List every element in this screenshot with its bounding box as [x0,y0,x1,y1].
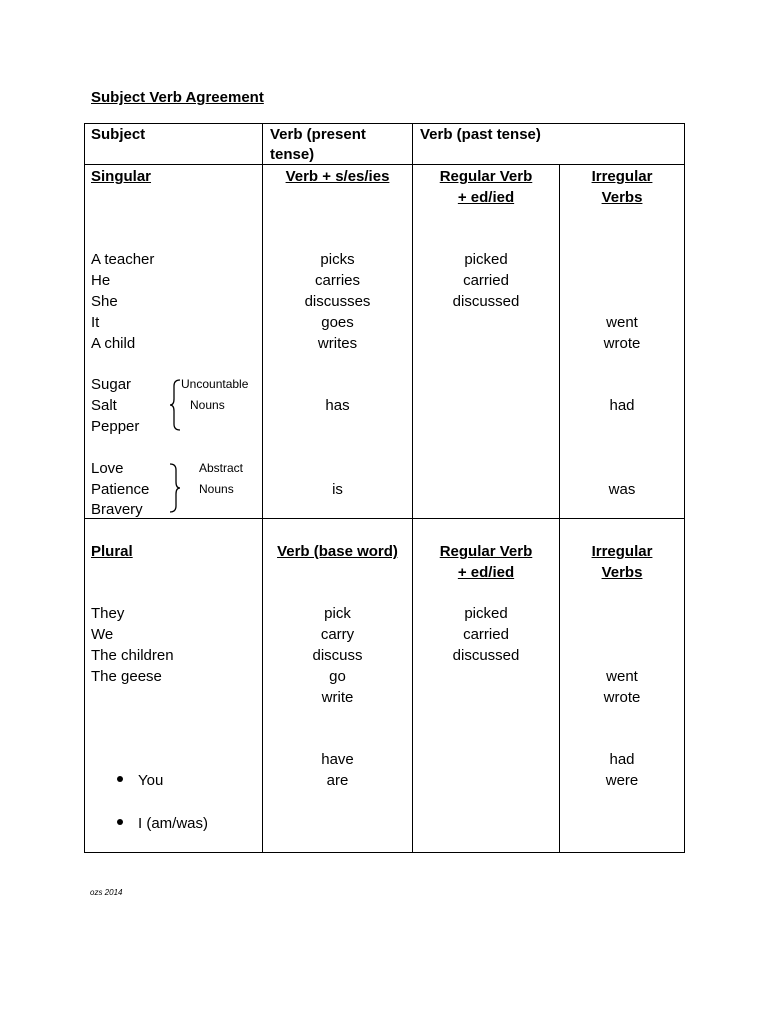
singular-regular-verb: discussed [452,293,520,310]
plural-regular-verb: carried [463,626,509,643]
plural-present-verb: have [321,751,354,768]
singular-present-verb: carries [314,272,360,289]
abstract-irregular-verb: was [608,481,636,498]
plural-regular-verb: picked [464,605,508,622]
uncountable-irregular-verb: had [609,397,635,414]
singular-regular-head-2: + ed/ied [457,189,515,206]
singular-irregular-verb: wrote [603,335,641,352]
singular-subject: She [91,293,118,310]
table-border-header [84,164,685,165]
plural-irregular-verb: wrote [603,689,641,706]
abstract-present-verb: is [332,481,343,498]
uncountable-note-2: Nouns [190,398,225,412]
plural-label: Plural [91,543,133,560]
uncountable-noun: Sugar [91,376,132,393]
header-present-line1: Verb (present [270,126,366,143]
singular-irregular-head-1: Irregular [591,168,653,185]
plural-irregular-head-1: Irregular [591,543,653,560]
header-past: Verb (past tense) [420,126,541,143]
table-divider-2 [412,123,413,853]
header-subject: Subject [91,126,146,143]
curly-brace-icon [170,463,184,513]
table-border-middle [84,518,685,519]
document-title: Subject Verb Agreement [91,89,264,106]
plural-subject: We [91,626,114,643]
singular-label: Singular [91,168,152,185]
plural-present-head: Verb (base word) [277,543,398,560]
singular-present-verb: writes [317,335,358,352]
abstract-note-2: Nouns [199,482,234,496]
abstract-note-1: Abstract [199,461,244,475]
singular-regular-head-1: Regular Verb [439,168,533,185]
plural-regular-verb: discussed [452,647,520,664]
singular-present-verb: discusses [304,293,371,310]
header-present-line2: tense) [270,146,315,163]
plural-regular-head-2: + ed/ied [457,564,515,581]
singular-irregular-head-2: Verbs [601,189,643,206]
plural-present-verb: discuss [312,647,363,664]
bullet-icon [117,776,123,782]
plural-subject: They [91,605,125,622]
uncountable-noun: Pepper [91,418,140,435]
uncountable-present-verb: has [325,397,350,414]
table-border-top [84,123,685,124]
abstract-noun: Bravery [91,501,143,518]
plural-subject: The geese [91,668,162,685]
plural-irregular-head-2: Verbs [601,564,643,581]
plural-present-verb: write [321,689,354,706]
bullet-icon [117,819,123,825]
plural-regular-head-1: Regular Verb [439,543,533,560]
singular-present-verb: picks [320,251,355,268]
abstract-noun: Love [91,460,124,477]
singular-present-head: Verb + s/es/ies [285,168,390,185]
uncountable-noun: Salt [91,397,117,414]
table-border-left [84,123,85,853]
plural-present-verb: pick [324,605,351,622]
singular-subject: A child [91,335,136,352]
plural-present-verb: carry [320,626,355,643]
plural-subject: The children [91,647,174,664]
singular-present-verb: goes [321,314,354,331]
bullet-item: I (am/was) [138,815,209,832]
table-border-bottom [84,852,685,853]
singular-subject: A teacher [91,251,155,268]
plural-irregular-verb: were [605,772,639,789]
plural-irregular-verb: went [606,668,638,685]
abstract-noun: Patience [91,481,150,498]
singular-subject: He [91,272,111,289]
footer-note: ozs 2014 [90,888,123,897]
plural-present-verb: go [329,668,346,685]
plural-irregular-verb: had [609,751,635,768]
singular-regular-verb: picked [464,251,508,268]
singular-regular-verb: carried [463,272,509,289]
singular-subject: It [91,314,100,331]
table-border-right [684,123,685,853]
singular-irregular-verb: went [606,314,638,331]
bullet-item: You [138,772,164,789]
uncountable-note-1: Uncountable [181,377,249,391]
plural-present-verb: are [326,772,349,789]
